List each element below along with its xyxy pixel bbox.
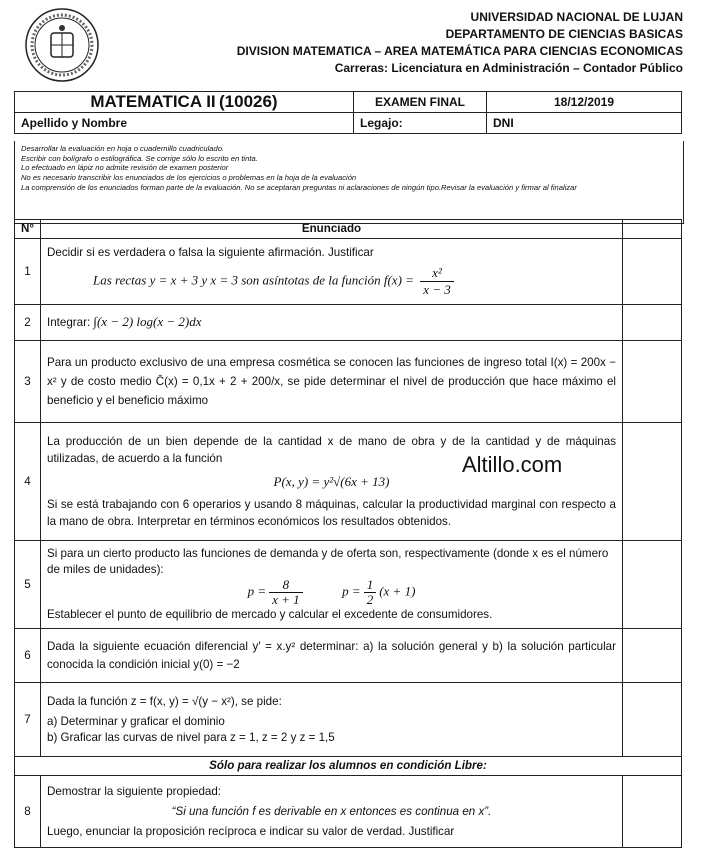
property-quote: “Si una función f es derivable en x entonces es continua en x”. xyxy=(171,804,492,818)
problem-text: La producción de un bien depende de la cantidad x de mano de obra y de la cantidad y de máquinas utilizadas, de acuerdo a la función xyxy=(47,435,616,465)
problem-text: Si para un cierto producto las funciones de demanda y de oferta son, respectivamente (donde x es el número de miles de unidades): xyxy=(47,547,609,576)
score-cell xyxy=(623,683,682,757)
problem-statement: Dada la siguiente ecuación diferencial y′ = x.y² determinar: a) la solución general y b) la solución particular conocida la condición inicial y(0) = −2 xyxy=(41,629,623,683)
fraction-denominator: 2 xyxy=(366,592,374,607)
fraction-numerator: x² xyxy=(420,265,454,282)
score-cell xyxy=(623,239,682,305)
problem-statement xyxy=(41,776,623,848)
score-cell xyxy=(623,541,682,629)
fraction-numerator: 1 xyxy=(364,578,377,593)
problem-row xyxy=(15,776,682,848)
problem-question: Luego, enunciar la proposición recíproca e indicar su valor de verdad. Justificar xyxy=(47,824,455,838)
careers-line: Carreras: Licenciatura en Administración – Contador Público xyxy=(334,61,683,75)
demand-supply-formulas xyxy=(47,578,616,607)
number-column-header: N° xyxy=(15,220,41,239)
legajo-field-label: Legajo: xyxy=(354,113,487,134)
score-column-header xyxy=(623,220,682,239)
problem-intro: Decidir si es verdadera o falsa la siguiente afirmación. Justificar xyxy=(47,246,374,259)
problem-row xyxy=(15,541,682,629)
problem-row xyxy=(15,239,682,305)
watermark-text: Altillo.com xyxy=(462,452,563,477)
problem-statement xyxy=(41,683,623,757)
instruction-line: La comprensión de los enunciados forman parte de la evaluación. No se aceptaran preguntas ni aclaraciones de ningún tipo.Revisar la evaluación y firmar al finalizar xyxy=(21,182,577,192)
integral-formula: ∫(x − 2) log(x − 2)dx xyxy=(93,314,202,329)
instruction-line: Desarrollar la evaluación en hoja o cuadernillo cuadriculado. xyxy=(21,144,225,153)
problem-number: 3 xyxy=(15,341,41,423)
supply-rhs: (x + 1) xyxy=(379,583,416,599)
exam-type: EXAMEN FINAL xyxy=(354,92,487,113)
problems-table xyxy=(14,219,682,848)
problem-number: 5 xyxy=(15,541,41,629)
instructions-block xyxy=(14,141,684,224)
dni-field-label: DNI xyxy=(487,113,682,134)
score-cell xyxy=(623,305,682,341)
problem-statement xyxy=(41,239,623,305)
problem-question: Establecer el punto de equilibrio de mercado y calcular el excedente de consumidores. xyxy=(47,608,493,621)
problem-question: Si se está trabajando con 6 operarios y usando 8 máquinas, calcular la productividad marginal con respecto a la mano de obra. Interpretar en términos económicos los resultados obtenidos. xyxy=(47,498,616,528)
university-seal-logo xyxy=(24,7,100,83)
problem-statement: Para un producto exclusivo de una empresa cosmética se conocen las funciones de ingreso total I(x) = 200x − x² y de costo medio C̄(x) = 0,1x + 2 + 200/x, se pide determinar el nivel de producción que hace máximo el beneficio y el beneficio máximo xyxy=(41,341,623,423)
supply-fraction xyxy=(364,578,377,607)
problem-row xyxy=(15,305,682,341)
libre-section-label: Sólo para realizar los alumnos en condición Libre: xyxy=(15,757,682,776)
statement-column-header: Enunciado xyxy=(41,220,623,239)
problem-statement xyxy=(41,423,623,541)
problem-number: 1 xyxy=(15,239,41,305)
problem-row xyxy=(15,341,682,423)
function-fraction xyxy=(420,265,454,298)
problem-part-a: a) Determinar y graficar el dominio xyxy=(47,714,225,728)
problem-text: Dada la función z = f(x, y) = √(y − x²), se pide: xyxy=(47,694,282,708)
problem-number: 2 xyxy=(15,305,41,341)
subject-title: MATEMATICA II xyxy=(90,92,216,111)
fraction-numerator: 8 xyxy=(269,578,303,593)
problem-part-b: b) Graficar las curvas de nivel para z = 1, z = 2 y z = 1,5 xyxy=(47,730,335,744)
score-cell xyxy=(623,341,682,423)
problem-number: 6 xyxy=(15,629,41,683)
asymptote-statement xyxy=(47,265,616,298)
problem-number: 4 xyxy=(15,423,41,541)
instruction-line: Escribir con bolígrafo o estilográfica. Se corrige sólo lo escrito en tinta. xyxy=(21,153,258,163)
demand-lhs: p = xyxy=(247,583,267,599)
subject-code: (10026) xyxy=(219,92,278,111)
libre-section-row xyxy=(15,757,682,776)
fraction-denominator: x − 3 xyxy=(423,282,451,297)
institution-header xyxy=(237,9,683,77)
name-field-label: Apellido y Nombre xyxy=(15,113,354,134)
problem-number: 8 xyxy=(15,776,41,848)
problem-text: Integrar: xyxy=(47,316,91,329)
exam-info-table xyxy=(14,91,682,134)
university-name: UNIVERSIDAD NACIONAL DE LUJAN xyxy=(470,10,683,24)
demand-fraction xyxy=(269,578,303,607)
problem-statement xyxy=(41,541,623,629)
department-name: DEPARTAMENTO DE CIENCIAS BASICAS xyxy=(445,27,683,41)
exam-date: 18/12/2019 xyxy=(487,92,682,113)
supply-lhs: p = xyxy=(342,583,361,599)
production-function: P(x, y) = y²√(6x + 13) xyxy=(273,474,390,489)
score-cell xyxy=(623,776,682,848)
subject-cell xyxy=(15,92,354,113)
problem-row xyxy=(15,629,682,683)
problem-row xyxy=(15,423,682,541)
problem-text: Demostrar la siguiente propiedad: xyxy=(47,784,222,798)
score-cell xyxy=(623,423,682,541)
instruction-line: Lo efectuado en lápiz no admite revisión de examen posterior xyxy=(21,163,229,173)
division-name: DIVISION MATEMATICA – AREA MATEMÁTICA PARA CIENCIAS ECONOMICAS xyxy=(236,44,683,58)
problem-row xyxy=(15,683,682,757)
instruction-line: No es necesario transcribir los enunciados de los ejercicios o problemas en la hoja de la evaluación xyxy=(21,173,357,183)
fraction-denominator: x + 1 xyxy=(272,592,300,607)
score-cell xyxy=(623,629,682,683)
statement-formula: Las rectas y = x + 3 y x = 3 son asíntotas de la función f(x) = xyxy=(93,272,414,288)
problem-number: 7 xyxy=(15,683,41,757)
problem-statement xyxy=(41,305,623,341)
